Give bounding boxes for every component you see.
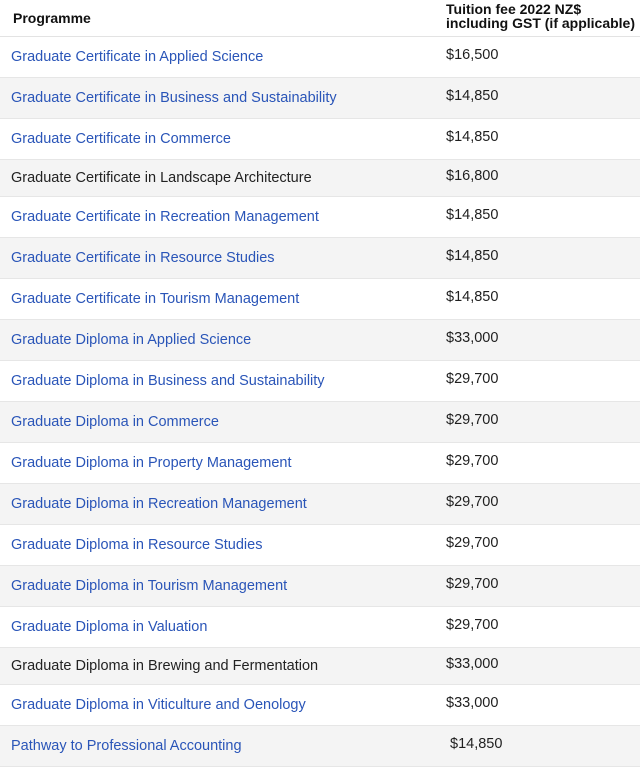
- programme-link[interactable]: Graduate Diploma in Tourism Management: [11, 578, 288, 594]
- tuition-fee: $29,700: [446, 412, 499, 429]
- tuition-fee: $33,000: [446, 330, 499, 347]
- programme-link[interactable]: Graduate Diploma in Applied Science: [11, 332, 252, 348]
- programme-link[interactable]: Graduate Certificate in Commerce: [11, 131, 231, 147]
- table-row: [0, 320, 640, 361]
- table-row: [0, 648, 640, 685]
- programme-link[interactable]: Graduate Certificate in Recreation Management: [11, 209, 319, 225]
- programme-name: Graduate Certificate in Landscape Architecture: [11, 170, 312, 186]
- table-row: [0, 443, 640, 484]
- table-row: [0, 160, 640, 197]
- tuition-fee: $33,000: [446, 695, 499, 712]
- tuition-fee: $14,850: [446, 289, 499, 306]
- fee-header-line2: including GST (if applicable): [446, 15, 636, 31]
- programme-link[interactable]: Graduate Diploma in Property Management: [11, 455, 292, 471]
- table-row: [0, 525, 640, 566]
- tuition-fee: $16,500: [446, 47, 499, 64]
- programme-link[interactable]: Graduate Diploma in Resource Studies: [11, 537, 263, 553]
- table-row: [0, 607, 640, 648]
- fee-column-header: [446, 2, 638, 30]
- programme-link[interactable]: Graduate Diploma in Valuation: [11, 619, 208, 635]
- tuition-fee: $33,000: [446, 656, 499, 673]
- table-row: [0, 37, 640, 78]
- tuition-fee: $14,850: [446, 129, 499, 146]
- tuition-fee: $14,850: [450, 736, 503, 753]
- table-row: [0, 238, 640, 279]
- programme-link[interactable]: Graduate Certificate in Tourism Management: [11, 291, 300, 307]
- fee-header-line1: Tuition fee 2022 NZ$: [446, 1, 582, 17]
- table-row: [0, 78, 640, 119]
- programme-link[interactable]: Graduate Certificate in Resource Studies: [11, 250, 275, 266]
- table-row: [0, 484, 640, 525]
- tuition-fee: $29,700: [446, 617, 499, 634]
- programme-link[interactable]: Graduate Certificate in Applied Science: [11, 49, 264, 65]
- programme-link[interactable]: Pathway to Professional Accounting: [11, 738, 242, 754]
- tuition-fee: $14,850: [446, 88, 499, 105]
- tuition-fee: $14,850: [446, 248, 499, 265]
- tuition-fee: $29,700: [446, 535, 499, 552]
- table-row: [0, 402, 640, 443]
- table-row: [0, 197, 640, 238]
- table-body: [0, 37, 640, 767]
- programme-link[interactable]: Graduate Diploma in Viticulture and Oenology: [11, 697, 306, 713]
- tuition-fee: $29,700: [446, 453, 499, 470]
- tuition-fee: $29,700: [446, 371, 499, 388]
- tuition-fee: $16,800: [446, 168, 499, 185]
- tuition-fee: $29,700: [446, 494, 499, 511]
- programme-link[interactable]: Graduate Certificate in Business and Sustainability: [11, 90, 337, 106]
- tuition-fee: $14,850: [446, 207, 499, 224]
- programme-name: Graduate Diploma in Brewing and Fermentation: [11, 658, 319, 674]
- table-row: [0, 566, 640, 607]
- programme-link[interactable]: Graduate Diploma in Recreation Management: [11, 496, 307, 512]
- programme-link[interactable]: Graduate Diploma in Business and Sustainability: [11, 373, 325, 389]
- table-row: [0, 119, 640, 160]
- tuition-fee: $29,700: [446, 576, 499, 593]
- programme-column-header: Programme: [13, 10, 91, 26]
- table-header: [0, 0, 640, 37]
- table-row: [0, 361, 640, 402]
- table-row: [0, 279, 640, 320]
- table-row: [0, 685, 640, 726]
- programme-link[interactable]: Graduate Diploma in Commerce: [11, 414, 219, 430]
